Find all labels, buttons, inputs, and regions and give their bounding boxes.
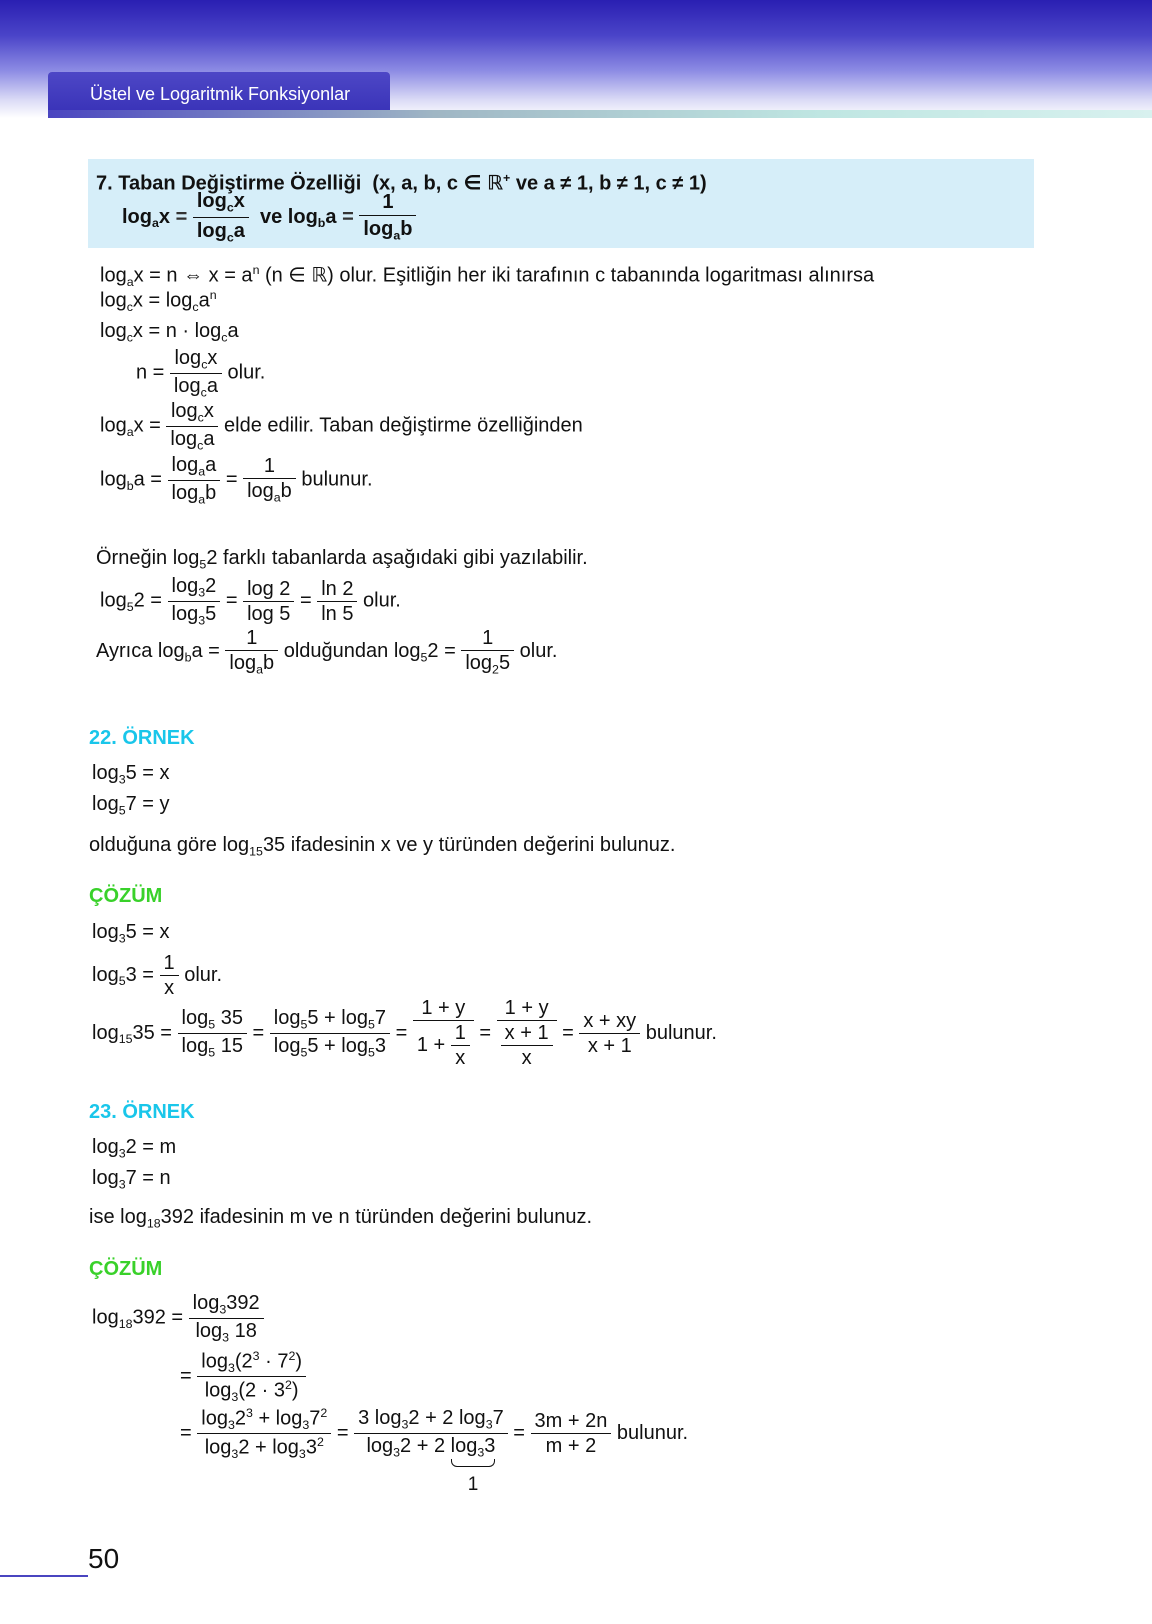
header-divider: [48, 110, 1152, 118]
derivation-line-3: $\log_cx = n \cdot \log_ca$: [100, 320, 239, 345]
change-of-base-formula: $\log_ax$ = $\frac{\log_cx}{\log_ca}$ ve $\log_ba$ = $\frac{1}{\log_ab}$: [122, 190, 416, 245]
derivation-line-2: $\log_cx = \log_ca^n$: [100, 288, 217, 314]
example-22-solution-heading: ÇÖZÜM: [89, 885, 163, 907]
example-equation-2: Ayrıca $\log_ba$ = $\frac{1}{\log_ab}$ olduğundan $\log_52$ = $\frac{1}{\log_25}$ olur.: [96, 627, 558, 677]
example-22-solution-1: $\log_35 = x$: [92, 921, 170, 946]
page-number-rule: [0, 1575, 88, 1577]
page-number: 50: [88, 1543, 120, 1574]
example-22-question: olduğuna göre $\log_{15}35$ ifadesinin x ve y türünden değerini bulunuz.: [89, 834, 676, 859]
example-22-given-1: $\log_35 = x$: [92, 762, 170, 787]
chapter-title: Üstel ve Logaritmik Fonksiyonlar: [90, 84, 351, 104]
example-intro: Örneğin $\log_52$ farklı tabanlarda aşağıdaki gibi yazılabilir.: [96, 547, 588, 572]
example-23-heading: 23. ÖRNEK: [89, 1101, 195, 1123]
example-equation-1: $\log_52$ = $\frac{\log_32}{\log_35}$ = $\frac{\log 2}{\log 5}$ = $\frac{\ln 2}{\ln 5}$ olur.: [100, 575, 401, 628]
example-22-heading: 22. ÖRNEK: [89, 727, 195, 749]
example-23-solution-3: = $\frac{\log_32^3 + \log_37^2}{\log_32 + \log_33^2}$ = 3 $\log_32 + 2$ $\log_37$ $\log_32 + 2$ $\log_33$ 1 = $\frac{3m + 2n}{m + 2}$ bulunur.: [180, 1406, 689, 1495]
example-23-solution-heading: ÇÖZÜM: [89, 1258, 163, 1280]
example-22-given-2: $\log_57 = y$: [92, 793, 170, 818]
derivation-line-6: $\log_ba$ = $\frac{\log_aa}{\log_ab}$ = $\frac{1}{\log_ab}$ bulunur.: [100, 454, 373, 507]
example-23-solution-2: = $\frac{\log_3(2^3 \cdot 7^2)}{\log_3(2 \cdot 3^2)}$: [180, 1350, 306, 1403]
derivation-line-5: $\log_ax$ = $\frac{\log_cx}{\log_ca}$ elde edilir. Taban değiştirme özelliğinden: [100, 400, 583, 453]
derivation-line-4: n = $\frac{\log_cx}{\log_ca}$ olur.: [136, 347, 266, 400]
derivation-line-1: $\log_ax = n$ ⇔ $x = a^n$ (n ∈ ℝ) olur. Eşitliğin her iki tarafının c tabanında logaritması alınırsa: [100, 263, 875, 289]
example-23-solution-1: $\log_{18}392$ = $\frac{\log_3392}{\log_3 18}$: [92, 1293, 264, 1343]
example-22-solution-2: $\log_53$ = $\frac{1}{x}$ olur.: [92, 952, 223, 999]
example-22-solution-3: $\log_{15}35$ = $\frac{\log_5 35}{\log_5 15}$ = $\frac{\log_55 + \log_57}{\log_55 + \log_53}$ = 1 + y 1 + $\frac{1}{x}$ = $\frac{1 + y}{\frac{x + 1}{x}}$ = $\frac{x + xy}{x + 1}$ bulunur.: [92, 997, 717, 1069]
underbrace: $\log_33$ 1: [450, 1435, 496, 1495]
example-23-given-1: $\log_32 = m$: [92, 1136, 177, 1161]
example-23-given-2: $\log_37 = n$: [92, 1167, 171, 1192]
example-23-question: ise $\log_{18}392$ ifadesinin m ve n türünden değerini bulunuz.: [89, 1206, 593, 1231]
property-title: 7. Taban Değiştirme Özelliği (x, a, b, c ∈ ℝ+ ve a ≠ 1, b ≠ 1, c ≠ 1): [96, 171, 707, 195]
